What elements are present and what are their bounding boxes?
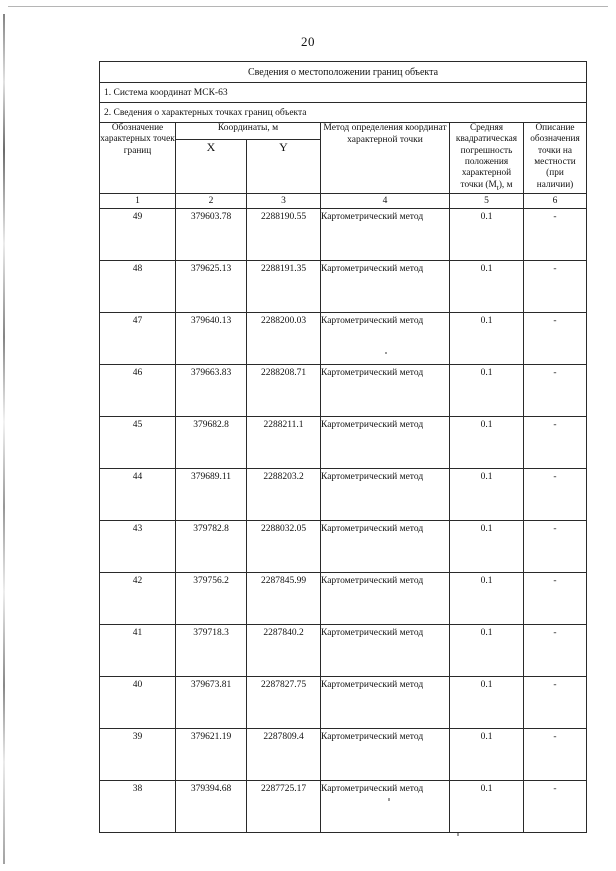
cell-method: Картометрический метод bbox=[321, 261, 450, 313]
table-row bbox=[100, 469, 587, 521]
header-col6-line4: местности bbox=[534, 156, 576, 167]
header-determination-method: Метод определения координат характерной точки bbox=[321, 123, 450, 194]
cell-point-designation: 49 bbox=[100, 209, 176, 261]
table-row bbox=[100, 261, 587, 313]
cell-coordinate-x: 379673.81 bbox=[176, 677, 247, 729]
cell-mean-square-error: 0.1 bbox=[450, 261, 524, 313]
cell-mean-square-error: 0.1 bbox=[450, 209, 524, 261]
header-col5-line2: квадратическая bbox=[455, 134, 518, 145]
column-number-1: 1 bbox=[100, 194, 176, 209]
cell-mean-square-error: 0.1 bbox=[450, 313, 524, 365]
scan-speck bbox=[457, 833, 459, 836]
header-col6-line3: точки на bbox=[538, 145, 572, 156]
section-1-row bbox=[100, 83, 587, 103]
header-coordinates-group: Координаты, м bbox=[176, 123, 321, 140]
cell-method: Картометрический метод bbox=[321, 417, 450, 469]
column-number-4: 4 bbox=[321, 194, 450, 209]
boundary-points-table bbox=[99, 61, 587, 833]
cell-description: - bbox=[524, 365, 587, 417]
cell-description: - bbox=[524, 729, 587, 781]
cell-description: - bbox=[524, 261, 587, 313]
cell-coordinate-x: 379689.11 bbox=[176, 469, 247, 521]
scan-artifact-left-margin bbox=[3, 14, 5, 864]
column-number-5: 5 bbox=[450, 194, 524, 209]
cell-coordinate-y: 2288190.55 bbox=[247, 209, 321, 261]
cell-point-designation: 39 bbox=[100, 729, 176, 781]
table-title-row bbox=[100, 62, 587, 83]
cell-method: Картометрический метод bbox=[321, 469, 450, 521]
cell-coordinate-y: 2288200.03 bbox=[247, 313, 321, 365]
column-numbering-row bbox=[100, 194, 587, 209]
cell-mean-square-error: 0.1 bbox=[450, 521, 524, 573]
cell-mean-square-error: 0.1 bbox=[450, 417, 524, 469]
cell-mean-square-error: 0.1 bbox=[450, 677, 524, 729]
cell-coordinate-x: 379682.8 bbox=[176, 417, 247, 469]
cell-mean-square-error: 0.1 bbox=[450, 573, 524, 625]
column-number-6: 6 bbox=[524, 194, 587, 209]
table-row bbox=[100, 521, 587, 573]
cell-description: - bbox=[524, 469, 587, 521]
header-x: X bbox=[176, 140, 247, 194]
cell-coordinate-x: 379663.83 bbox=[176, 365, 247, 417]
table-row bbox=[100, 313, 587, 365]
header-col5-line6-post: ), м bbox=[498, 179, 513, 190]
cell-description: - bbox=[524, 625, 587, 677]
cell-point-designation: 45 bbox=[100, 417, 176, 469]
header-point-description bbox=[524, 123, 587, 194]
cell-description: - bbox=[524, 781, 587, 833]
cell-description: - bbox=[524, 573, 587, 625]
cell-point-designation: 44 bbox=[100, 469, 176, 521]
cell-coordinate-y: 2287840.2 bbox=[247, 625, 321, 677]
cell-method: Картометрический метод bbox=[321, 781, 450, 833]
page-number: 20 bbox=[301, 34, 315, 49]
cell-coordinate-y: 2288208.71 bbox=[247, 365, 321, 417]
table-row bbox=[100, 781, 587, 833]
cell-mean-square-error: 0.1 bbox=[450, 365, 524, 417]
column-number-2: 2 bbox=[176, 194, 247, 209]
cell-description: - bbox=[524, 209, 587, 261]
header-col5-line5: характерной bbox=[461, 168, 512, 179]
cell-point-designation: 42 bbox=[100, 573, 176, 625]
cell-method: Картометрический метод bbox=[321, 365, 450, 417]
table-row bbox=[100, 209, 587, 261]
cell-method: Картометрический метод bbox=[321, 677, 450, 729]
cell-point-designation: 41 bbox=[100, 625, 176, 677]
cell-point-designation: 47 bbox=[100, 313, 176, 365]
header-col5-line4: положения bbox=[464, 156, 509, 167]
cell-point-designation: 38 bbox=[100, 781, 176, 833]
header-col6-line1: Описание bbox=[535, 123, 575, 133]
header-col5-line6-pre: точки (M bbox=[460, 179, 497, 190]
cell-description: - bbox=[524, 313, 587, 365]
cell-coordinate-x: 379603.78 bbox=[176, 209, 247, 261]
cell-coordinate-y: 2287809.4 bbox=[247, 729, 321, 781]
cell-description: - bbox=[524, 417, 587, 469]
cell-mean-square-error: 0.1 bbox=[450, 729, 524, 781]
section-2-row bbox=[100, 103, 587, 123]
header-row-main bbox=[100, 123, 587, 140]
cell-point-designation: 48 bbox=[100, 261, 176, 313]
cell-point-designation: 43 bbox=[100, 521, 176, 573]
table-row bbox=[100, 573, 587, 625]
cell-coordinate-x: 379718.3 bbox=[176, 625, 247, 677]
cell-coordinate-x: 379640.13 bbox=[176, 313, 247, 365]
table-row bbox=[100, 365, 587, 417]
characteristic-points-label: 2. Сведения о характерных точках границ объекта bbox=[100, 103, 587, 123]
header-col5-subscript: t bbox=[496, 182, 499, 192]
cell-description: - bbox=[524, 677, 587, 729]
cell-method: Картометрический метод bbox=[321, 313, 450, 365]
table-row bbox=[100, 417, 587, 469]
scan-artifact-top bbox=[8, 6, 608, 7]
header-mean-square-error bbox=[450, 123, 524, 194]
cell-coordinate-x: 379625.13 bbox=[176, 261, 247, 313]
cell-coordinate-x: 379621.19 bbox=[176, 729, 247, 781]
cell-point-designation: 40 bbox=[100, 677, 176, 729]
cell-coordinate-x: 379756.2 bbox=[176, 573, 247, 625]
header-col6-line6: наличии) bbox=[536, 179, 574, 190]
cell-mean-square-error: 0.1 bbox=[450, 625, 524, 677]
cell-coordinate-y: 2288203.2 bbox=[247, 469, 321, 521]
table-title: Сведения о местоположении границ объекта bbox=[100, 62, 587, 83]
cell-coordinate-y: 2287845.99 bbox=[247, 573, 321, 625]
column-number-3: 3 bbox=[247, 194, 321, 209]
header-col6-line2: обозначения bbox=[530, 134, 580, 145]
cell-coordinate-x: 379782.8 bbox=[176, 521, 247, 573]
cell-coordinate-y: 2288191.35 bbox=[247, 261, 321, 313]
cell-coordinate-y: 2288211.1 bbox=[247, 417, 321, 469]
cell-coordinate-y: 2288032.05 bbox=[247, 521, 321, 573]
table-row bbox=[100, 677, 587, 729]
cell-mean-square-error: 0.1 bbox=[450, 781, 524, 833]
cell-method: Картометрический метод bbox=[321, 625, 450, 677]
cell-mean-square-error: 0.1 bbox=[450, 469, 524, 521]
cell-coordinate-y: 2287827.75 bbox=[247, 677, 321, 729]
cell-method: Картометрический метод bbox=[321, 729, 450, 781]
cell-coordinate-x: 379394.68 bbox=[176, 781, 247, 833]
header-point-designation: Обозначение характерных точек границ bbox=[100, 123, 176, 194]
coordinate-system-label: 1. Система координат МСК-63 bbox=[100, 83, 587, 103]
table-row bbox=[100, 625, 587, 677]
header-col5-line1: Средняя bbox=[469, 123, 504, 133]
table-row bbox=[100, 729, 587, 781]
cell-method: Картометрический метод bbox=[321, 209, 450, 261]
header-y: Y bbox=[247, 140, 321, 194]
header-col6-line5: (при bbox=[546, 168, 564, 179]
cell-method: Картометрический метод bbox=[321, 573, 450, 625]
cell-coordinate-y: 2287725.17 bbox=[247, 781, 321, 833]
cell-description: - bbox=[524, 521, 587, 573]
header-col5-line3: погрешность bbox=[460, 145, 513, 156]
cell-point-designation: 46 bbox=[100, 365, 176, 417]
cell-method: Картометрический метод bbox=[321, 521, 450, 573]
